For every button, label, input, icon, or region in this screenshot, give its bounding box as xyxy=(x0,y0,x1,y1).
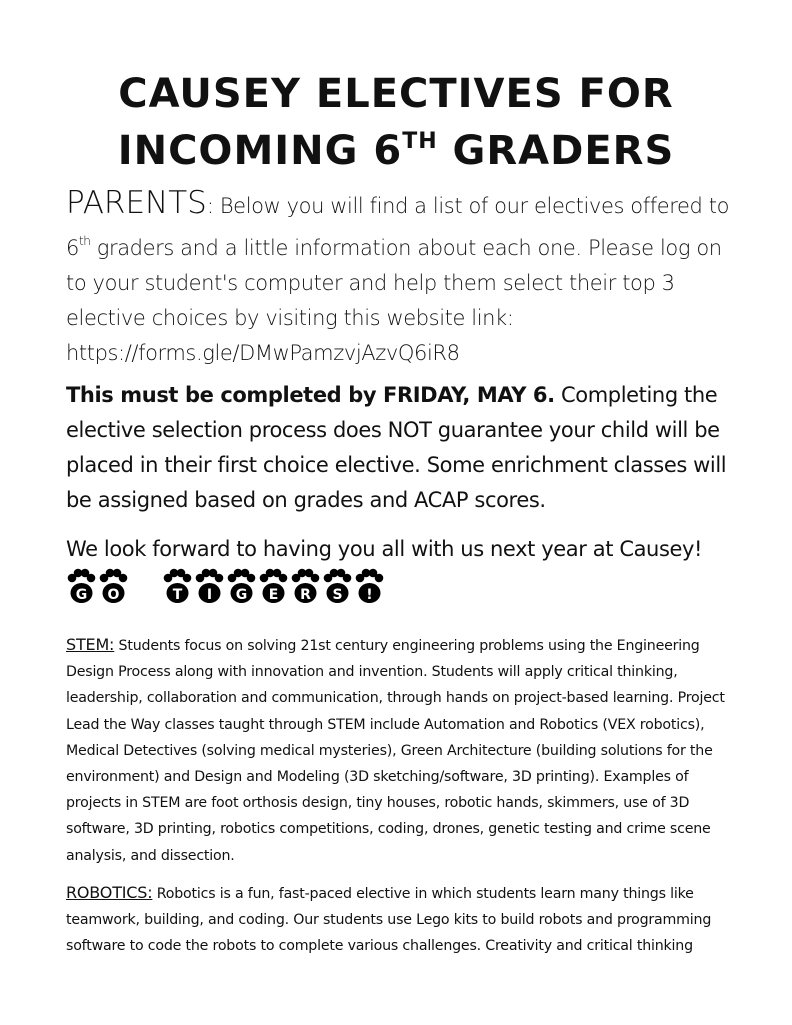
paw-letter: ! xyxy=(366,587,373,603)
paw-print-icon xyxy=(322,568,352,606)
intro-text-b: graders and a little information about each one. Please log on to your student's computer and help them select their top 3 elective choices by visiting this website link: xyxy=(66,236,722,330)
paw-letter: S xyxy=(332,587,343,603)
stem-section xyxy=(66,632,726,869)
paw-print-icon xyxy=(194,568,224,606)
parents-intro xyxy=(66,186,736,371)
paw-letter: G xyxy=(75,587,88,603)
paw-print-icon xyxy=(98,568,128,606)
title-line-1: CAUSEY ELECTIVES FOR xyxy=(118,71,674,117)
paw-letter: O xyxy=(107,587,120,603)
paw-print-icon xyxy=(290,568,320,606)
intro-sup: th xyxy=(78,234,91,248)
paw-letter: G xyxy=(235,587,248,603)
deadline-bold: This must be completed by FRIDAY, MAY 6. xyxy=(66,383,555,407)
paw-letter: R xyxy=(300,587,311,603)
stem-heading: STEM: xyxy=(66,635,115,654)
parents-label: PARENTS xyxy=(66,185,207,221)
intro-text-a: Below you will find a list of our electives offered to 6 xyxy=(66,194,730,260)
paw-print-icon xyxy=(226,568,256,606)
closing-line: We look forward to having you all with us next year at Causey! xyxy=(66,537,703,561)
paw-letter: I xyxy=(206,587,213,603)
paw-letter: E xyxy=(268,587,279,603)
deadline-paragraph xyxy=(66,378,736,518)
robotics-section xyxy=(66,880,726,960)
robotics-heading: ROBOTICS: xyxy=(66,883,153,902)
robotics-body: Robotics is a fun, fast-paced elective in which students learn many things like teamwork, building, and coding. Our students use Lego kits to build robots and programming software to code the robots to complete various challenges. Creativity and critical thinking xyxy=(66,886,712,955)
form-link[interactable]: https://forms.gle/DMwPamzvjAzvQ6iR8 xyxy=(66,341,460,365)
title-line-2-sup: TH xyxy=(402,129,438,154)
deadline-rest: Completing the elective selection process does NOT guarantee your child will be placed in their first choice elective. Some enrichment classes will be assigned based on grades and ACAP scores. xyxy=(66,383,727,512)
page-title xyxy=(0,70,792,175)
paw-print-icon xyxy=(258,568,288,606)
parents-colon: : xyxy=(206,194,214,218)
paw-print-icon xyxy=(66,568,96,606)
paw-print-icon xyxy=(354,568,384,606)
title-line-2-prefix: INCOMING 6 xyxy=(117,128,403,174)
stem-body: Students focus on solving 21st century engineering problems using the Engineering Design Process along with innovation and invention. Students will apply critical thinking, leadership, collaboration and communication, through hands on project-based learning. Project Lead the Way classes taught through STEM include Automation and Robotics (VEX robotics), Medical Detectives (solving medical mysteries), Green Architecture (building solutions for the environment) and Design and Modeling (3D sketching/software, 3D printing). Examples of projects in STEM are foot orthosis design, tiny houses, robotic hands, skimmers, use of 3D software, 3D printing, robotics competitions, coding, drones, genetic testing and crime scene analysis, and dissection. xyxy=(66,638,725,864)
title-line-2-suffix: GRADERS xyxy=(437,128,675,174)
paw-print-icon xyxy=(162,568,192,606)
paw-letter: T xyxy=(172,587,183,603)
title-line-2 xyxy=(0,118,792,175)
